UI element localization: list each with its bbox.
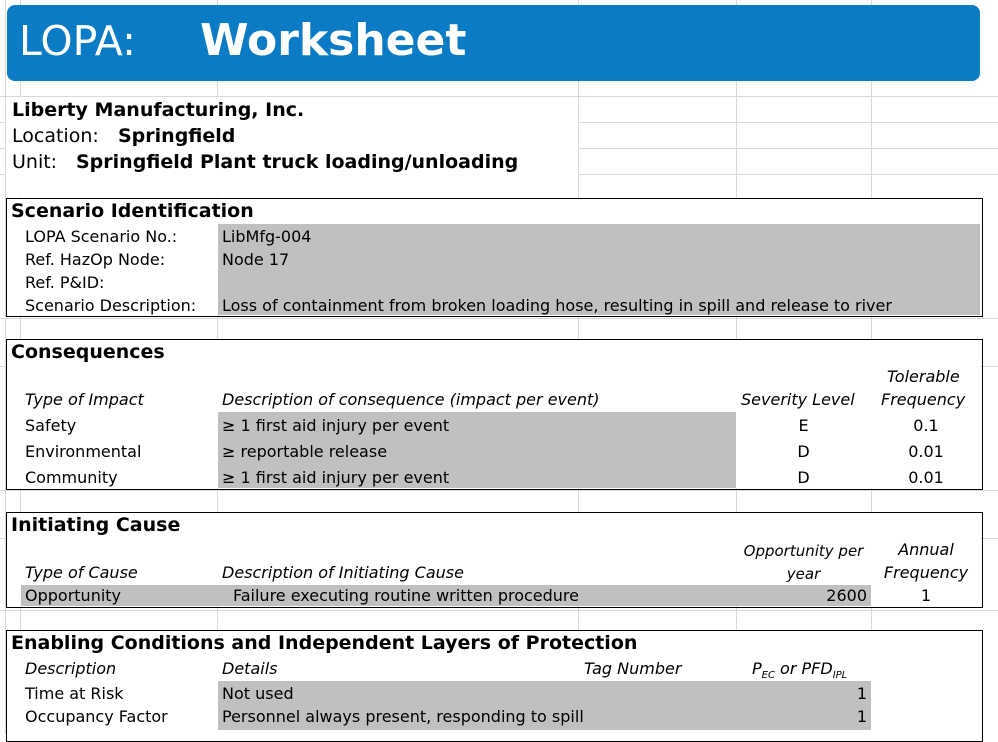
col-initiating-description: Description of Initiating Cause (222, 563, 464, 582)
scenario-header: Scenario Identification (11, 200, 254, 222)
consequence-community[interactable]: ≥ 1 first aid injury per event (222, 468, 450, 487)
title-banner (7, 5, 980, 81)
enabling-time-at-risk-details[interactable]: Not used (222, 684, 294, 703)
col-type-of-cause: Type of Cause (25, 563, 138, 582)
company-name: Liberty Manufacturing, Inc. (12, 99, 305, 121)
cause-description[interactable]: Failure executing routine written procedure (233, 586, 579, 605)
annual-frequency-value[interactable]: 1 (920, 586, 932, 605)
hazop-node-value[interactable]: Node 17 (222, 250, 290, 269)
impact-environmental: Environmental (25, 442, 142, 461)
col-opportunity-line1: Opportunity per (743, 542, 864, 560)
location-label: Location: (12, 125, 99, 147)
initiating-header: Initiating Cause (11, 514, 181, 536)
col-opportunity-line2: year (786, 565, 821, 583)
consequence-safety[interactable]: ≥ 1 first aid injury per event (222, 416, 450, 435)
enabling-occupancy: Occupancy Factor (25, 707, 168, 726)
pid-label: Ref. P&ID: (25, 273, 105, 292)
col-enabling-description: Description (25, 659, 117, 678)
enabling-header: Enabling Conditions and Independent Layers of Protection (11, 632, 638, 654)
scenario-desc-value[interactable]: Loss of containment from broken loading hose, resulting in spill and release to river (222, 296, 892, 315)
enabling-time-at-risk: Time at Risk (25, 684, 124, 703)
cause-type[interactable]: Opportunity (25, 586, 122, 605)
col-enabling-details: Details (222, 659, 278, 678)
opportunity-value[interactable]: 2600 (826, 586, 867, 605)
col-type-of-impact: Type of Impact (25, 390, 144, 409)
impact-safety: Safety (25, 416, 77, 435)
scenario-desc-label: Scenario Description: (25, 296, 197, 315)
col-tolerable-line2: Frequency (881, 390, 966, 409)
freq-safety[interactable]: 0.1 (913, 416, 939, 435)
scenario-no-value[interactable]: LibMfg-004 (222, 227, 312, 246)
unit-value: Springfield Plant truck loading/unloading (76, 151, 519, 173)
col-tag-number: Tag Number (584, 659, 682, 678)
severity-safety[interactable]: E (798, 416, 809, 435)
banner-title: Worksheet (200, 15, 467, 66)
col-tolerable-line1: Tolerable (887, 367, 960, 386)
severity-environmental[interactable]: D (797, 442, 810, 461)
consequence-environmental[interactable]: ≥ reportable release (222, 442, 388, 461)
col-annual-line2: Frequency (883, 563, 969, 582)
enabling-occupancy-details[interactable]: Personnel always present, responding to spill (222, 707, 584, 726)
severity-community[interactable]: D (797, 468, 810, 487)
col-severity-level: Severity Level (741, 390, 855, 409)
freq-community[interactable]: 0.01 (908, 468, 944, 487)
col-annual-line1: Annual (898, 540, 954, 559)
consequences-header: Consequences (11, 341, 165, 363)
banner-prefix: LOPA: (19, 17, 136, 65)
hazop-node-label: Ref. HazOp Node: (25, 250, 166, 269)
enabling-time-at-risk-value[interactable]: 1 (856, 684, 867, 703)
location-value: Springfield (118, 125, 236, 147)
scenario-no-label: LOPA Scenario No.: (25, 227, 178, 246)
col-consequence-description: Description of consequence (impact per event) (222, 390, 600, 409)
enabling-occupancy-value[interactable]: 1 (856, 707, 867, 726)
impact-community: Community (25, 468, 118, 487)
unit-label: Unit: (12, 151, 58, 173)
col-pec-pfd: $P_{EC}$ or $PFD_{IPL}$ (752, 659, 848, 682)
freq-environmental[interactable]: 0.01 (908, 442, 944, 461)
